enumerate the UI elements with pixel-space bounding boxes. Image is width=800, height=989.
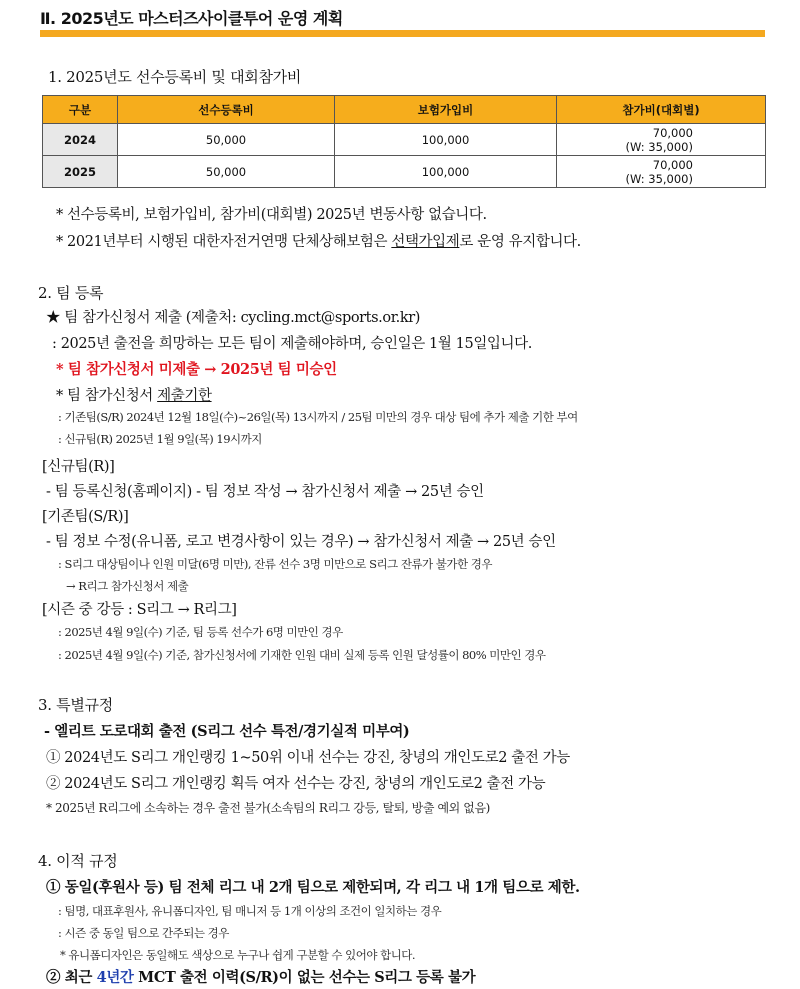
col-header-registration: 선수등록비	[118, 96, 335, 124]
transfer-rule-1-note: * 유니폼디자인은 동일해도 색상으로 누구나 쉽게 구분할 수 있어야 합니다.	[60, 948, 416, 962]
special-rule-2: ② 2024년도 S리그 개인랭킹 획득 여자 선수는 강진, 창녕의 개인도로2 출전 가능	[46, 776, 546, 792]
table-row	[43, 124, 766, 156]
transfer-rule-2-tail: MCT 출전 이력(S/R)이 없는 선수는 S리그 등록 불가	[133, 969, 476, 986]
demotion-heading: [시즌 중 강등 : S리그 → R리그]	[42, 602, 237, 618]
existing-team-heading: [기존팀(S/R)]	[42, 509, 129, 525]
title-rule	[40, 30, 765, 37]
transfer-rule-1: ① 동일(후원사 등) 팀 전체 리그 내 2개 팀으로 제한되며, 각 리그 내 1개 팀으로 제한.	[46, 879, 580, 896]
row-year: 2024	[43, 124, 118, 156]
entry-fee-value: 70,000	[652, 125, 693, 140]
existing-team-process: - 팀 정보 수정(유니폼, 로고 변경사항이 있는 경우) → 참가신청서 제출 → 25년 승인	[46, 534, 556, 550]
table-row	[43, 156, 766, 188]
new-team-heading: [신규팀(R)]	[42, 459, 115, 475]
transfer-rule-2-highlight: 4년간	[96, 969, 134, 986]
fee-table-header	[43, 96, 766, 124]
fee-note-2-underlined: 선택가입제	[391, 234, 460, 250]
deadline-new: : 신규팀(R) 2025년 1월 9일(목) 19시까지	[58, 432, 262, 446]
existing-team-note-1: : S리그 대상팀이나 인원 미달(6명 미만), 잔류 선수 3명 미만으로 S리그 잔류가 불가한 경우	[58, 557, 493, 571]
col-header-entry-fee: 참가비(대회별)	[557, 96, 766, 124]
row-entry-fee	[557, 156, 766, 188]
existing-team-note-2: → R리그 참가신청서 제출	[66, 579, 189, 593]
fee-note-2	[56, 230, 581, 251]
row-entry-fee	[557, 124, 766, 156]
special-rule-note: * 2025년 R리그에 소속하는 경우 출전 불가(소속팀의 R리그 강등, 탈퇴, 방출 예외 없음)	[46, 801, 490, 815]
row-registration-fee: 50,000	[118, 156, 335, 188]
entry-fee-women: (W: 35,000)	[625, 171, 693, 186]
entry-fee-value: 70,000	[652, 157, 693, 172]
fee-note-1: * 선수등록비, 보험가입비, 참가비(대회별) 2025년 변동사항 없습니다.	[56, 207, 487, 223]
section-2-heading: 2. 팀 등록	[38, 284, 104, 302]
col-header-category: 구분	[43, 96, 118, 124]
unapproved-warning: * 팀 참가신청서 미제출 → 2025년 팀 미승인	[56, 361, 337, 378]
row-insurance-fee: 100,000	[335, 124, 557, 156]
submission-desc: : 2025년 출전을 희망하는 모든 팀이 제출해야하며, 승인일은 1월 15일입니다.	[52, 336, 532, 352]
transfer-rule-1-cond-1: : 팀명, 대표후원사, 유니폼디자인, 팀 매니저 등 1개 이상의 조건이 일치하는 경우	[58, 904, 442, 918]
transfer-rule-1-cond-2: : 시즌 중 동일 팀으로 간주되는 경우	[58, 926, 229, 940]
deadline-heading	[56, 384, 212, 405]
fee-note-2-tail: 로 운영 유지합니다.	[459, 234, 581, 250]
demotion-cond-1: : 2025년 4월 9일(수) 기준, 팀 등록 선수가 6명 미만인 경우	[58, 625, 343, 639]
fee-table	[42, 95, 766, 188]
col-header-insurance: 보험가입비	[335, 96, 557, 124]
deadline-text: * 팀 참가신청서	[56, 388, 158, 404]
section-3-heading: 3. 특별규정	[38, 696, 113, 714]
deadline-underlined: 제출기한	[157, 388, 212, 404]
special-rule-1: ① 2024년도 S리그 개인랭킹 1~50위 이내 선수는 강진, 창녕의 개인도로2 출전 가능	[46, 750, 570, 766]
entry-fee-women: (W: 35,000)	[625, 139, 693, 154]
row-registration-fee: 50,000	[118, 124, 335, 156]
row-year: 2025	[43, 156, 118, 188]
section-1-heading: 1. 2025년도 선수등록비 및 대회참가비	[48, 68, 302, 86]
section-4-heading: 4. 이적 규정	[38, 852, 118, 870]
transfer-rule-2-text: ② 최근	[46, 969, 97, 986]
demotion-cond-2: : 2025년 4월 9일(수) 기준, 참가신청서에 기재한 인원 대비 실제 등록 인원 달성률이 80% 미만인 경우	[58, 648, 546, 662]
fee-note-2-text: * 2021년부터 시행된 대한자전거연맹 단체상해보험은	[56, 234, 392, 250]
transfer-rule-2	[46, 966, 475, 987]
new-team-process: - 팀 등록신청(홈페이지) - 팀 정보 작성 → 참가신청서 제출 → 25년 승인	[46, 484, 484, 500]
page-title: Ⅱ. 2025년도 마스터즈사이클투어 운영 계획	[40, 9, 343, 28]
elite-race-heading: - 엘리트 도로대회 출전 (S리그 선수 특전/경기실적 미부여)	[44, 723, 410, 740]
deadline-existing: : 기존팀(S/R) 2024년 12월 18일(수)~26일(목) 13시까지 / 25팀 미만의 경우 대상 팀에 추가 제출 기한 부여	[58, 410, 578, 424]
row-insurance-fee: 100,000	[335, 156, 557, 188]
submission-star-line: ★ 팀 참가신청서 제출 (제출처: cycling.mct@sports.or.kr)	[46, 310, 421, 326]
